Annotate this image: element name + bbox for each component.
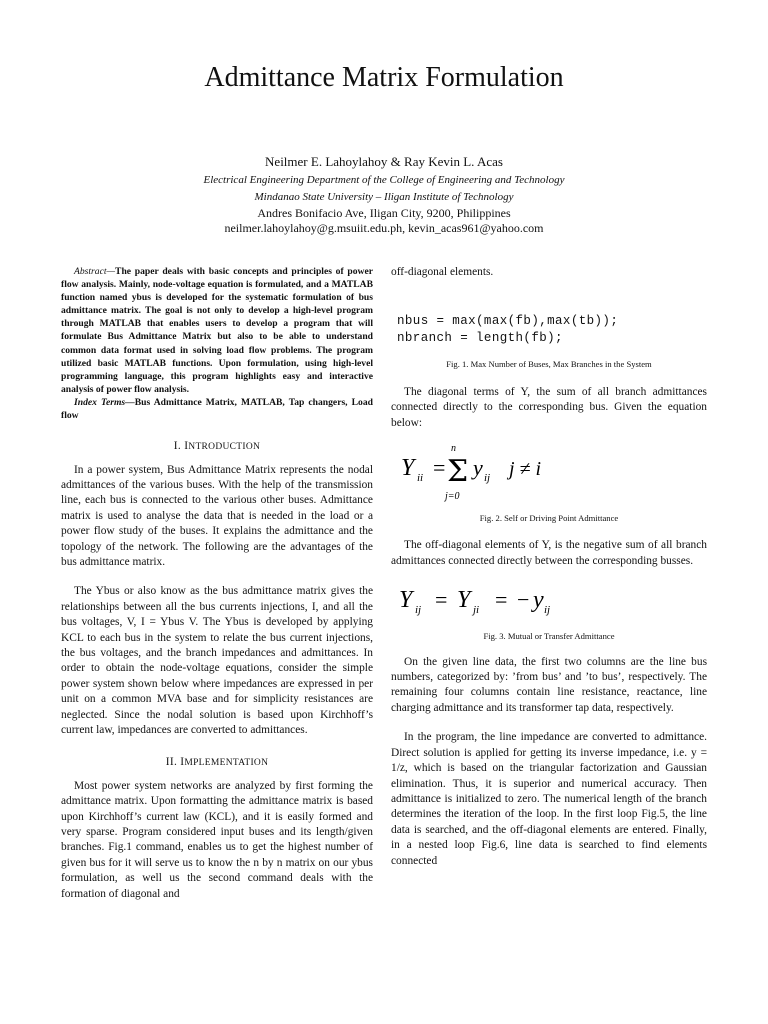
svg-text:n: n <box>451 443 456 455</box>
svg-text:ij: ij <box>484 472 491 485</box>
paragraph-off-diagonal: The off-diagonal elements of Y, is the negative sum of all branch admittances connected directly between the corresponding busses. <box>391 539 707 567</box>
svg-text:j ≠ i: j ≠ i <box>509 458 542 481</box>
caption-fig1: Fig. 1. Max Number of Buses, Max Branches in the System <box>446 359 652 370</box>
paragraph-intro-2: The Ybus or also know as the bus admittance matrix gives the relationships between all the bus currents injections, I, and all the bus voltages, V, I = Ybus V. The Ybus is developed by applying KCL to each bus in the system to relate the bus current injections, the bus voltages, and the branch impedances and admittances. In order to obtain the node-voltage equations, consider the simple power system shown below where impedances are expressed in per unit on a common MVA base and for simplicity resistances are neglected. Since the nodal solution is based upon Kirchhoff’s current law, impedances are converted to admittances. <box>61 585 373 737</box>
right-column <box>391 265 707 869</box>
abstract: Abstract—The paper deals with basic concepts and principles of power flow analysis. Mainly, node-voltage equation is formulated, and a MATLAB function named ybus is developed for the systematic formulation of bus admittance matrix. The goal is not only to develop a high-level program through MATLAB that enables users to develop a program that will formulate Bus Admittance Matrix but also to be able to understand common data format used in solving load flow problems. The program utilized basic MATLAB functions. Upon formulation, using high-level programming language, this program highlights easy and interactive analysis of power flow analysis. <box>61 266 373 395</box>
paragraph-line-data: On the given line data, the first two columns are the line bus numbers, categorized by: ’from bus’ and ’to bus’, respectively. The remaining four columns contain line resistance, reactance, line charging admittance and its transformer tap data, respectively. <box>391 655 707 714</box>
svg-text:j=0: j=0 <box>445 491 460 503</box>
paragraph-implementation-1: Most power system networks are analyzed by first forming the admittance matrix. Upon formatting the admittance matrix is based upon Kirchhoff’s current law (KCL), and it is easily formed and very sparse. Program considered input buses and its length/given branches. Fig.1 command, enables us to get the highest number of given bus for it will serve us to know the n by n matrix on our ybus formulation, as well us the second command deals with the formation of diagonal and <box>61 779 373 900</box>
svg-text:y: y <box>473 455 483 481</box>
svg-text:Y: Y <box>457 587 471 614</box>
svg-text:−: − <box>517 587 530 613</box>
paragraph-continuation: off-diagonal elements. <box>391 266 494 278</box>
svg-text:=: = <box>495 587 508 613</box>
equation-fig3 <box>391 579 611 617</box>
svg-text:Σ: Σ <box>447 454 469 490</box>
equation-fig2 <box>391 441 591 503</box>
caption-fig2: Fig. 2. Self or Driving Point Admittance <box>479 513 619 524</box>
equation-mutual-admittance <box>391 579 707 617</box>
left-column <box>61 265 373 902</box>
index-terms: Index Terms—Bus Admittance Matrix, MATLAB, Tap changers, Load flow <box>61 396 373 422</box>
svg-text:=: = <box>435 587 448 613</box>
svg-text:=: = <box>433 455 446 481</box>
caption-fig3: Fig. 3. Mutual or Transfer Admittance <box>483 631 615 642</box>
svg-text:y: y <box>533 587 544 614</box>
paragraph-program: In the program, the line impedance are converted to admittance. Direct solution is applied for getting its inverse impedance, i.e. y = 1/z, which is based on the triangular factorization and Gaussian elimination. Thus, it is superior and numerical accuracy. Then admittance is initialized to zero. The numerical length of the branch determines the iteration of the loop. In the first loop Fig.5, the line data is searched, and the off-diagonal elements are entered. Finally, in a nested loop Fig.6, line data is searched to find elements connected <box>391 731 707 867</box>
emails: neilmer.lahoylahoy@g.msuiit.edu.ph, kevin_acas961@yahoo.com <box>224 221 544 235</box>
code-listing-fig1: nbus = max(max(fb),max(tb)); nbranch = length(fb); <box>397 314 619 346</box>
authors: Neilmer E. Lahoylahoy & Ray Kevin L. Acas <box>265 154 503 169</box>
svg-text:ij: ij <box>544 604 551 617</box>
paragraph-intro-1: In a power system, Bus Admittance Matrix represents the nodal admittances of the various buses. With the help of the transmission line, each bus is connected to the various other buses. Admittance matrix is used to analyse the data that is needed in the load or a power flow study of the buses. It explains the admittance and the topology of the network. The following are the advantages of the bus admittance matrix. <box>61 463 373 568</box>
svg-text:ji: ji <box>473 604 480 617</box>
section-heading-introduction: I. INTRODUCTION <box>173 440 261 453</box>
paper-title: Admittance Matrix Formulation <box>204 62 564 93</box>
section-heading-implementation: II. IMPLEMENTATION <box>165 756 269 769</box>
paragraph-diagonal-terms: The diagonal terms of Y, the sum of all branch admittances connected directly to the corresponding bus. Given the equation below: <box>391 385 707 429</box>
address: Andres Bonifacio Ave, Iligan City, 9200, Philippines <box>257 206 511 220</box>
affiliation-department: Electrical Engineering Department of the College of Engineering and Technology <box>203 174 565 186</box>
svg-text:Y: Y <box>401 455 415 482</box>
affiliation-university: Mindanao State University – Iligan Institute of Technology <box>254 191 514 203</box>
svg-text:ij: ij <box>415 604 422 617</box>
svg-text:Y: Y <box>399 587 413 614</box>
svg-text:ii: ii <box>417 472 424 485</box>
equation-self-admittance <box>391 441 707 503</box>
